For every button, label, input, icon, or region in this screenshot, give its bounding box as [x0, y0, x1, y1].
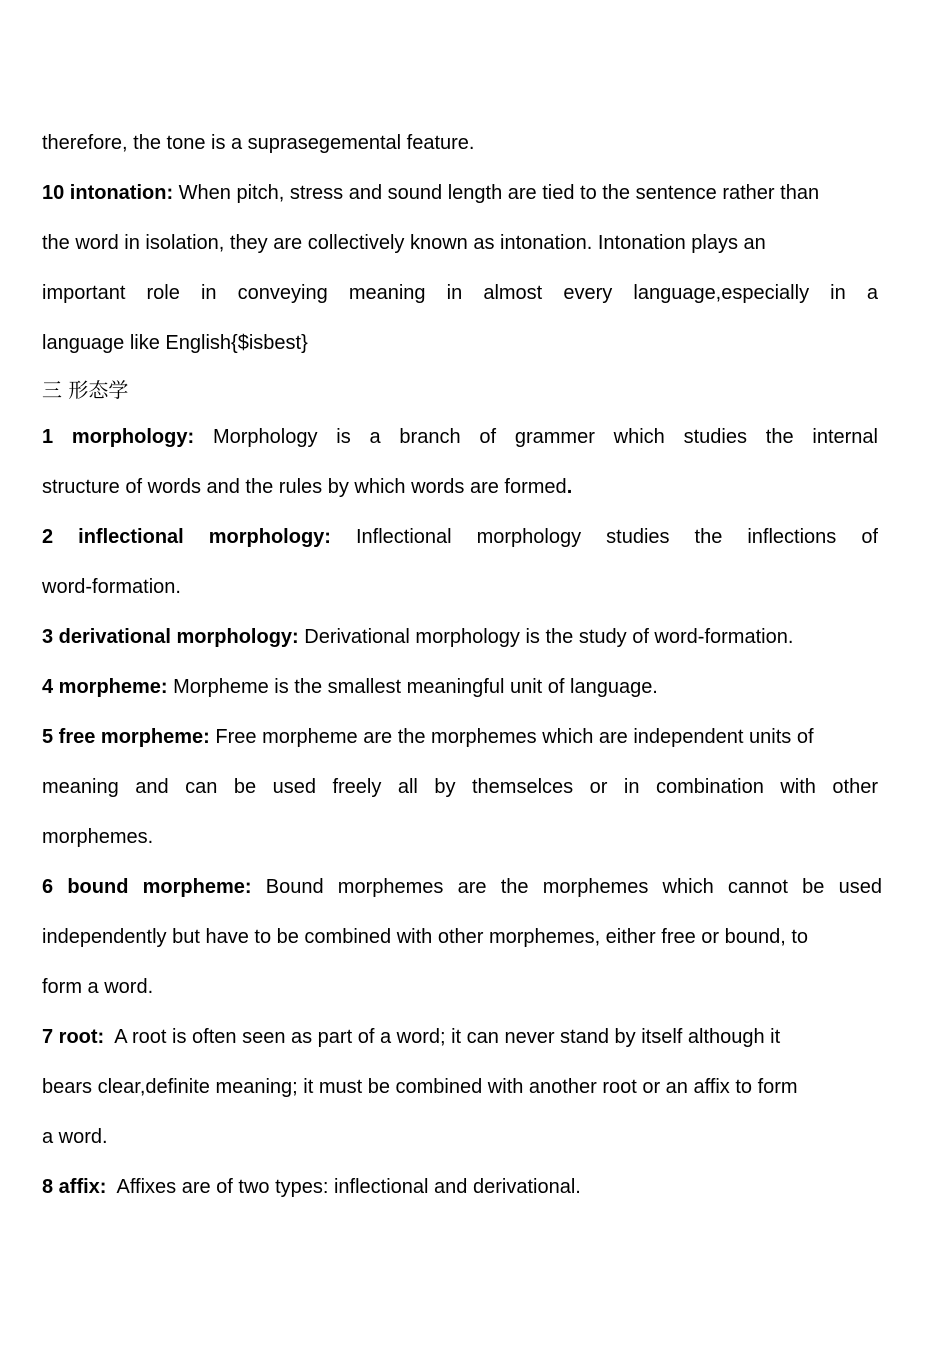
definition-text: the word in isolation, they are collectively known as intonation. Intonation plays an [42, 232, 766, 254]
definition-text: Free morpheme are the morphemes which are independent units of [209, 726, 814, 748]
definition-text: Affixes are of two types: inflectional and derivational. [106, 1176, 581, 1198]
definition-inflectional-line-1 [42, 512, 878, 562]
definition-bound-morpheme-line-2 [42, 912, 898, 962]
definition-text: word-formation. [42, 576, 181, 598]
definition-text: Morpheme is the smallest meaningful unit of language. [167, 676, 658, 698]
term-label: 1 morphology: [42, 426, 195, 448]
definition-text: language like English{$isbest} [42, 332, 308, 354]
term-label: 7 root: [42, 1026, 105, 1048]
definition-free-morpheme-line-2 [42, 762, 878, 812]
definition-free-morpheme-line-3 [42, 812, 898, 862]
definition-morphology-line-1 [42, 412, 878, 462]
definition-free-morpheme-line-1 [42, 712, 898, 762]
definition-derivational-line-1 [42, 612, 898, 662]
definition-intonation-line-2 [42, 218, 898, 268]
definition-text: meaning and can be used freely all by themselces or in combination with other [42, 776, 878, 798]
term-label: 10 intonation: [42, 182, 174, 204]
definition-root-line-1 [42, 1012, 898, 1062]
definition-text: form a word. [42, 976, 154, 998]
definition-intonation-line-1 [42, 168, 898, 218]
definition-bound-morpheme-line-1 [42, 862, 882, 912]
definition-text: Morphology is a branch of grammer which studies the internal [194, 426, 878, 448]
definition-text: Inflectional morphology studies the inflections of [330, 526, 878, 548]
definition-text: bears clear,definite meaning; it must be combined with another root or an affix to form [42, 1076, 798, 1098]
definition-text: independently but have to be combined with other morphemes, either free or bound, to [42, 926, 809, 948]
trailing-period: . [566, 476, 573, 498]
definition-morpheme-line-1 [42, 662, 898, 712]
term-label: 6 bound morpheme: [42, 876, 252, 898]
term-label: 3 derivational morphology: [42, 626, 299, 648]
definition-morphology-line-2 [42, 462, 898, 512]
paragraph-line [42, 118, 898, 168]
definition-text: Bound morphemes are the morphemes which cannot be used [251, 876, 882, 898]
definition-inflectional-line-2 [42, 562, 898, 612]
definition-intonation-line-3 [42, 268, 878, 318]
term-label: 2 inflectional morphology: [42, 526, 331, 548]
definition-affix-line-1 [42, 1162, 898, 1212]
paragraph-text: therefore, the tone is a suprasegemental feature. [42, 132, 475, 154]
definition-text: structure of words and the rules by which words are formed [42, 476, 567, 498]
definition-text: Derivational morphology is the study of word-formation. [298, 626, 794, 648]
definition-bound-morpheme-line-3 [42, 962, 898, 1012]
definition-intonation-line-4 [42, 318, 898, 368]
term-label: 5 free morpheme: [42, 726, 210, 748]
term-label: 8 affix: [42, 1176, 107, 1198]
definition-text: When pitch, stress and sound length are tied to the sentence rather than [173, 182, 820, 204]
document-page [42, 118, 898, 1212]
section-heading: 三 形态学 [42, 378, 129, 402]
definition-text: A root is often seen as part of a word; it can never stand by itself although it [104, 1026, 781, 1048]
definition-root-line-3 [42, 1112, 898, 1162]
definition-root-line-2 [42, 1062, 898, 1112]
definition-text: morphemes. [42, 826, 154, 848]
term-label: 4 morpheme: [42, 676, 168, 698]
definition-text: important role in conveying meaning in almost every language,especially in a [42, 282, 878, 304]
definition-text: a word. [42, 1126, 108, 1148]
